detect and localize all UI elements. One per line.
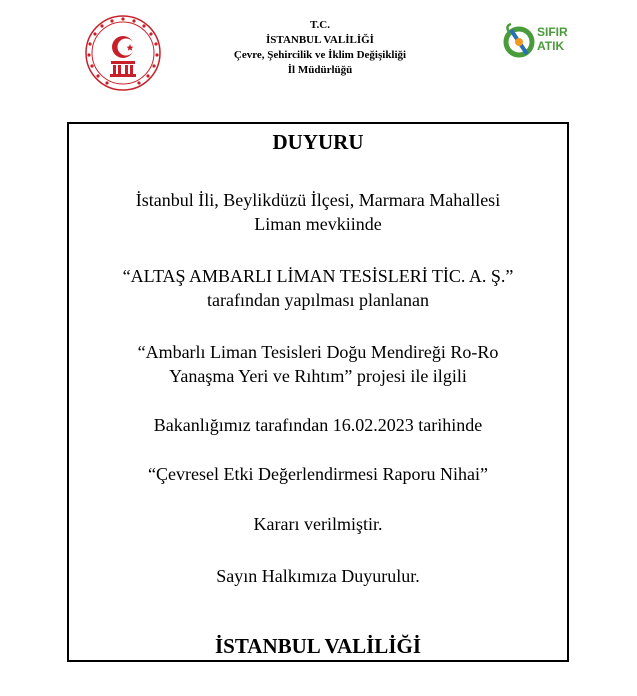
institution-heading xyxy=(195,18,445,78)
location-line-2: Liman mevkiinde xyxy=(254,214,382,234)
zero-waste-word-2: ATIK xyxy=(537,39,565,53)
zero-waste-word-1: SIFIR xyxy=(537,25,568,39)
decision-date: Bakanlığımız tarafından 16.02.2023 tarihinde xyxy=(153,415,483,435)
project-name-line-2: Yanaşma Yeri ve Rıhtım” projesi ile ilgili xyxy=(169,366,467,386)
directorate-level: İl Müdürlüğü xyxy=(287,64,353,76)
zero-waste-logo xyxy=(503,22,573,66)
signature: İSTANBUL VALİLİĞİ xyxy=(214,634,421,658)
announcement-title: DUYURU xyxy=(272,130,364,154)
location-line-1: İstanbul İli, Beylikdüzü İlçesi, Marmara Mahallesi xyxy=(135,190,501,210)
zero-waste-logo-icon xyxy=(503,22,535,66)
document-header xyxy=(0,0,637,110)
istanbul-governorship-emblem-icon xyxy=(84,14,162,92)
report-name: “Çevresel Etki Değerlendirmesi Raporu Nihai” xyxy=(148,464,488,484)
company-name: “ALTAŞ AMBARLI LİMAN TESİSLERİ TİC. A. Ş.” xyxy=(122,266,514,286)
decision-statement: Kararı verilmiştir. xyxy=(253,514,383,534)
governorship-name: İSTANBUL VALİLİĞİ xyxy=(266,34,374,46)
company-action: tarafından yapılması planlanan xyxy=(207,290,429,310)
project-name-line-1: “Ambarlı Liman Tesisleri Doğu Mendireği Ro-Ro xyxy=(137,342,499,362)
public-announcement: Sayın Halkımıza Duyurulur. xyxy=(216,566,420,586)
country-abbreviation: T.C. xyxy=(310,19,330,31)
announcement-box xyxy=(67,122,569,662)
directorate-name: Çevre, Şehircilik ve İklim Değişikliği xyxy=(233,49,407,61)
